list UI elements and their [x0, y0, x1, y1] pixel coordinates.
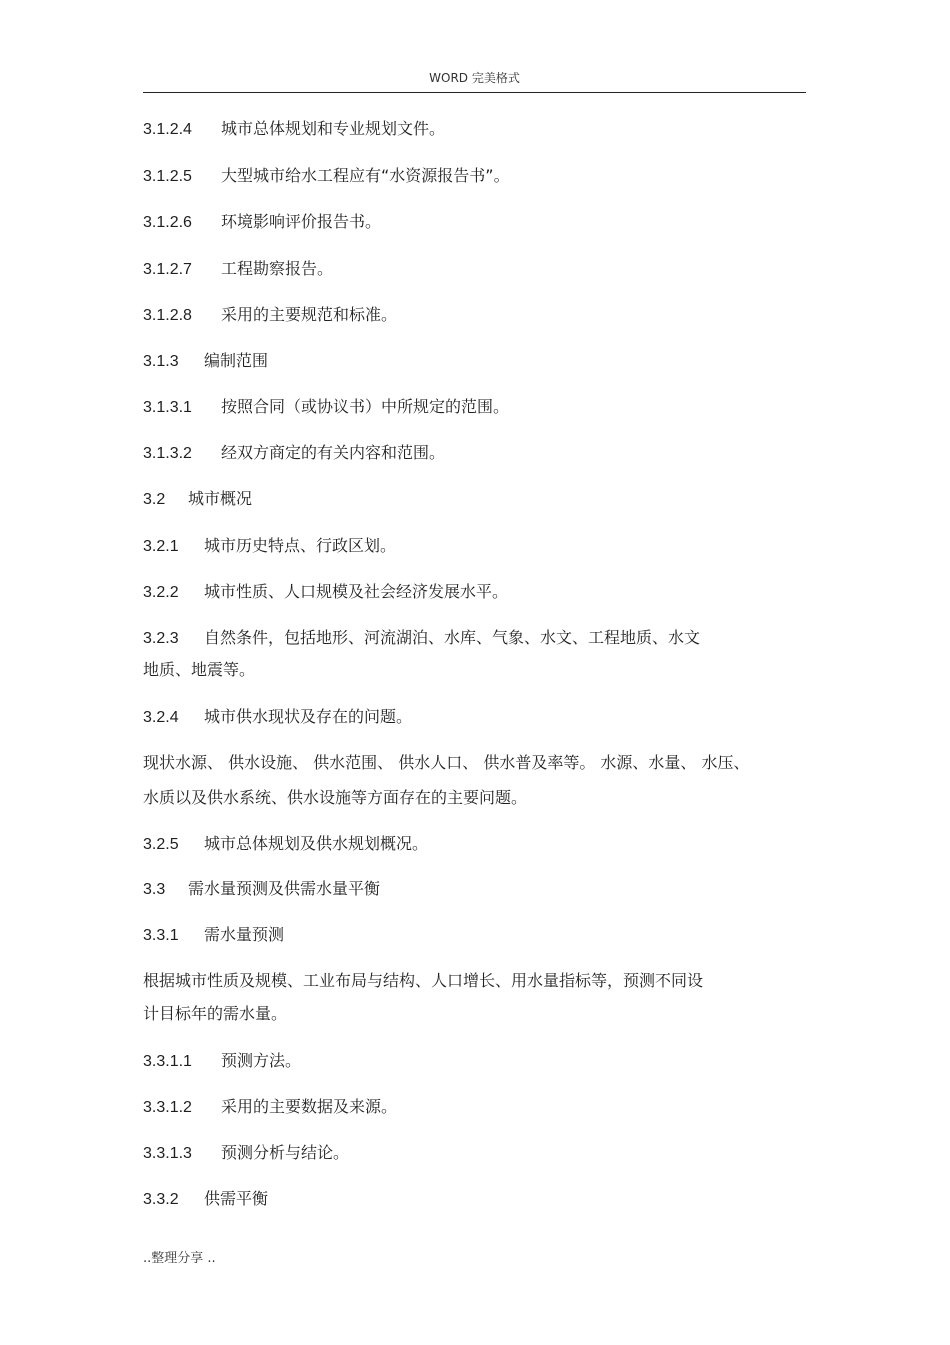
paragraph-line [143, 1004, 287, 1024]
section-number: 3.1.3.1 [143, 399, 192, 416]
section-3-3-1-1 [143, 1051, 301, 1072]
section-number: 3.2.1 [143, 538, 179, 555]
section-3-2-3 [143, 628, 700, 649]
section-text: 预测方法。 [221, 1051, 302, 1070]
section-number: 3.1.2.7 [143, 261, 192, 278]
section-3-2 [143, 489, 252, 510]
section-number: 3.1.2.5 [143, 168, 192, 185]
section-number: 3.3.1.3 [143, 1145, 192, 1162]
section-number: 3.1.3.2 [143, 445, 192, 462]
section-3-3-2 [143, 1189, 268, 1210]
section-text: 城市概况 [188, 489, 253, 508]
header-title: WORD 完美格式 [429, 71, 520, 85]
footer-text: ..整理分享 .. [143, 1251, 216, 1266]
section-text: 经双方商定的有关内容和范围。 [221, 443, 446, 462]
section-3-1-3-1 [143, 397, 509, 418]
section-number: 3.3 [143, 881, 166, 898]
section-3-2-3-continuation [143, 660, 255, 680]
page-footer [143, 1250, 216, 1268]
section-text: 城市总体规划和专业规划文件。 [221, 119, 446, 138]
section-3-3-1 [143, 925, 284, 946]
section-number: 3.1.2.8 [143, 307, 192, 324]
section-3-2-5 [143, 834, 428, 855]
section-text: 大型城市给水工程应有“水资源报告书”。 [221, 166, 510, 185]
section-3-1-3-2 [143, 443, 445, 464]
section-number: 3.3.1 [143, 927, 179, 944]
paragraph-text: 现状水源、 供水设施、 供水范围、 供水人口、 供水普及率等。 水源、水量、 水压、 [143, 753, 750, 772]
section-text: 工程勘察报告。 [221, 259, 334, 278]
paragraph-text: 计目标年的需水量。 [143, 1004, 288, 1023]
section-text: 城市历史特点、行政区划。 [204, 536, 397, 555]
section-text: 按照合同（或协议书）中所规定的范围。 [221, 397, 510, 416]
section-text: 供需平衡 [204, 1189, 269, 1208]
section-text: 城市性质、人口规模及社会经济发展水平。 [204, 582, 509, 601]
section-text: 环境影响评价报告书。 [221, 212, 382, 231]
section-3-1-2-4 [143, 119, 445, 140]
section-3-1-3 [143, 351, 268, 372]
section-number: 3.2 [143, 491, 166, 508]
section-text: 编制范围 [204, 351, 269, 370]
section-3-2-1 [143, 536, 396, 557]
section-text: 采用的主要规范和标准。 [221, 305, 398, 324]
section-3-1-2-8 [143, 305, 397, 326]
paragraph-text: 水质以及供水系统、供水设施等方面存在的主要问题。 [143, 788, 528, 807]
paragraph-line [143, 788, 527, 808]
section-3-3 [143, 879, 380, 900]
section-3-2-2 [143, 582, 508, 603]
section-text: 自然条件，包括地形、河流湖泊、水库、气象、水文、工程地质、水文 [204, 628, 701, 647]
paragraph-text: 根据城市性质及规模、工业布局与结构、人口增长、用水量指标等，预测不同设 [143, 971, 704, 990]
section-number: 3.2.4 [143, 709, 179, 726]
section-text: 采用的主要数据及来源。 [221, 1097, 398, 1116]
section-3-1-2-6 [143, 212, 381, 233]
section-number: 3.3.1.1 [143, 1053, 192, 1070]
paragraph-line [143, 753, 750, 773]
section-text: 城市供水现状及存在的问题。 [204, 707, 413, 726]
section-3-1-2-7 [143, 259, 333, 280]
section-text: 地质、地震等。 [143, 660, 256, 679]
section-3-3-1-3 [143, 1143, 349, 1164]
section-text: 城市总体规划及供水规划概况。 [204, 834, 429, 853]
section-number: 3.3.2 [143, 1191, 179, 1208]
page-header [143, 68, 806, 93]
section-number: 3.1.2.4 [143, 121, 192, 138]
section-number: 3.2.5 [143, 836, 179, 853]
section-text: 预测分析与结论。 [221, 1143, 350, 1162]
section-3-1-2-5 [143, 166, 510, 187]
section-number: 3.2.3 [143, 630, 179, 647]
section-3-2-4 [143, 707, 412, 728]
section-text: 需水量预测及供需水量平衡 [188, 879, 381, 898]
section-number: 3.3.1.2 [143, 1099, 192, 1116]
section-text: 需水量预测 [204, 925, 285, 944]
paragraph-line [143, 971, 703, 991]
section-3-3-1-2 [143, 1097, 397, 1118]
section-number: 3.2.2 [143, 584, 179, 601]
section-number: 3.1.2.6 [143, 214, 192, 231]
section-number: 3.1.3 [143, 353, 179, 370]
